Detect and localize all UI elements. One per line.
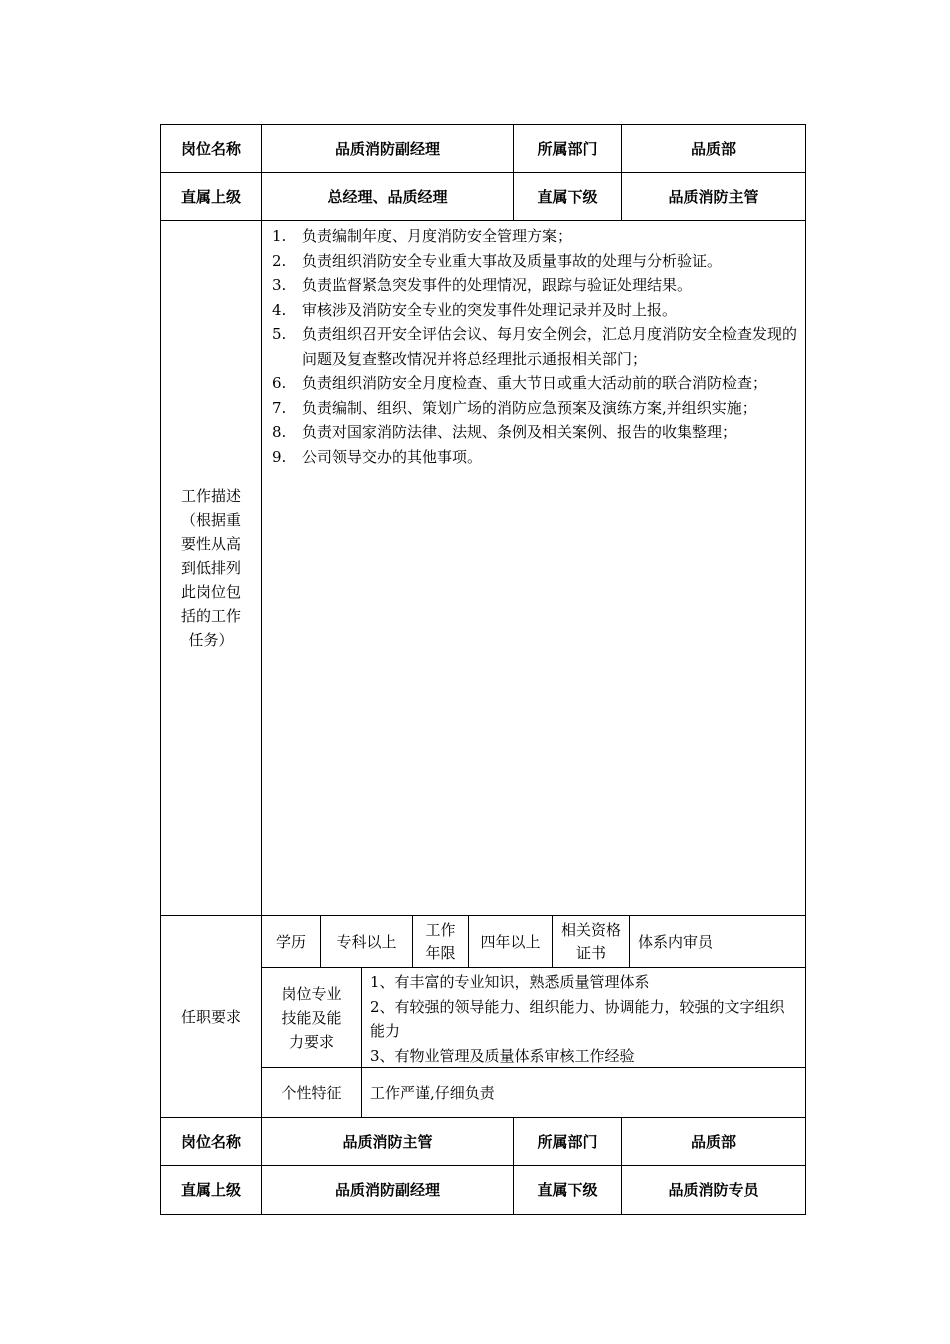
department-value: 品质部 <box>622 1118 805 1166</box>
task-text: 负责组织消防安全专业重大事故及质量事故的处理与分析验证。 <box>302 251 723 270</box>
certificate-value: 体系内审员 <box>630 916 805 968</box>
supervisor-label: 直属上级 <box>161 1166 262 1214</box>
task-text: 负责对国家消防法律、法规、条例及相关案例、报告的收集整理； <box>302 423 738 441</box>
work-label-line: 工作描述 <box>180 487 241 505</box>
education-value: 专科以上 <box>321 916 413 968</box>
task-text: 负责组织消防安全月度检查、重大节日或重大活动前的联合消防检查； <box>302 374 768 392</box>
work-label-line: （根据重 <box>180 511 241 529</box>
work-label-line: 要性从高 <box>180 535 241 553</box>
department-value: 品质部 <box>622 125 805 173</box>
supervisor-label: 直属上级 <box>161 173 262 221</box>
position-name-label: 岗位名称 <box>161 125 262 173</box>
task-number: 8. <box>272 423 287 441</box>
position-name-value: 品质消防主管 <box>262 1118 514 1166</box>
traits-label: 个性特征 <box>262 1068 362 1118</box>
subordinate-label: 直属下级 <box>514 1166 622 1214</box>
list-item <box>272 445 797 470</box>
skills-label-text: 岗位专业技能及能力要求 <box>281 984 342 1051</box>
work-years-label <box>413 916 469 968</box>
work-label-line: 到低排列 <box>180 559 241 577</box>
job-description-table <box>160 124 806 1215</box>
list-item: 1、有丰富的专业知识，熟悉质量管理体系 <box>370 973 650 991</box>
supervisor-value: 总经理、品质经理 <box>262 173 514 221</box>
supervisor-value: 品质消防副经理 <box>262 1166 514 1214</box>
task-number: 5. <box>272 325 287 343</box>
list-item <box>272 420 797 445</box>
task-list <box>262 221 805 916</box>
task-number: 3. <box>272 276 287 294</box>
task-number: 1. <box>272 227 287 245</box>
work-years-label-text: 工作年限 <box>425 920 456 962</box>
requirements-label: 任职要求 <box>161 916 262 1118</box>
task-text: 负责编制年度、月度消防安全管理方案； <box>302 227 573 245</box>
skills-label <box>262 968 362 1068</box>
position-name-value: 品质消防副经理 <box>262 125 514 173</box>
position-name-label: 岗位名称 <box>161 1118 262 1166</box>
certificate-label <box>553 916 630 968</box>
task-text: 负责组织召开安全评估会议、每月安全例会，汇总月度消防安全检查发现的问题及复查整改情况并将总经理批示通报相关部门； <box>302 325 798 368</box>
task-number: 2. <box>272 251 287 270</box>
task-number: 6. <box>272 374 287 392</box>
list-item: 2、有较强的领导能力、组织能力、协调能力，较强的文字组织能力 <box>370 997 785 1040</box>
task-number: 9. <box>272 447 287 466</box>
department-label: 所属部门 <box>514 125 622 173</box>
skills-list <box>362 968 805 1068</box>
list-item <box>272 298 797 323</box>
list-item: 3、有物业管理及质量体系审核工作经验 <box>370 1046 635 1065</box>
department-label: 所属部门 <box>514 1118 622 1166</box>
task-text: 负责监督紧急突发事件的处理情况，跟踪与验证处理结果。 <box>302 276 693 294</box>
subordinate-label: 直属下级 <box>514 173 622 221</box>
list-item <box>272 371 797 396</box>
subordinate-value: 品质消防专员 <box>668 1181 759 1199</box>
task-number: 4. <box>272 300 287 319</box>
work-label-line: 此岗位包 <box>180 583 241 601</box>
work-years-value: 四年以上 <box>469 916 553 968</box>
work-label-line: 括的工作 <box>180 607 241 625</box>
certificate-label-text: 相关资格证书 <box>560 920 621 962</box>
work-description-label <box>161 221 262 916</box>
subordinate-value: 品质消防主管 <box>622 173 805 221</box>
task-number: 7. <box>272 398 287 417</box>
task-text: 负责编制、组织、策划广场的消防应急预案及演练方案,并组织实施； <box>302 398 757 417</box>
task-text: 公司领导交办的其他事项。 <box>302 447 483 466</box>
list-item <box>272 224 797 249</box>
education-label: 学历 <box>262 916 321 968</box>
list-item <box>272 322 797 371</box>
task-text: 审核涉及消防安全专业的突发事件处理记录并及时上报。 <box>302 300 678 319</box>
list-item <box>272 273 797 298</box>
traits-value: 工作严谨,仔细负责 <box>362 1068 805 1118</box>
list-item <box>272 396 797 421</box>
list-item <box>272 249 797 274</box>
work-label-line: 任务） <box>188 631 234 649</box>
